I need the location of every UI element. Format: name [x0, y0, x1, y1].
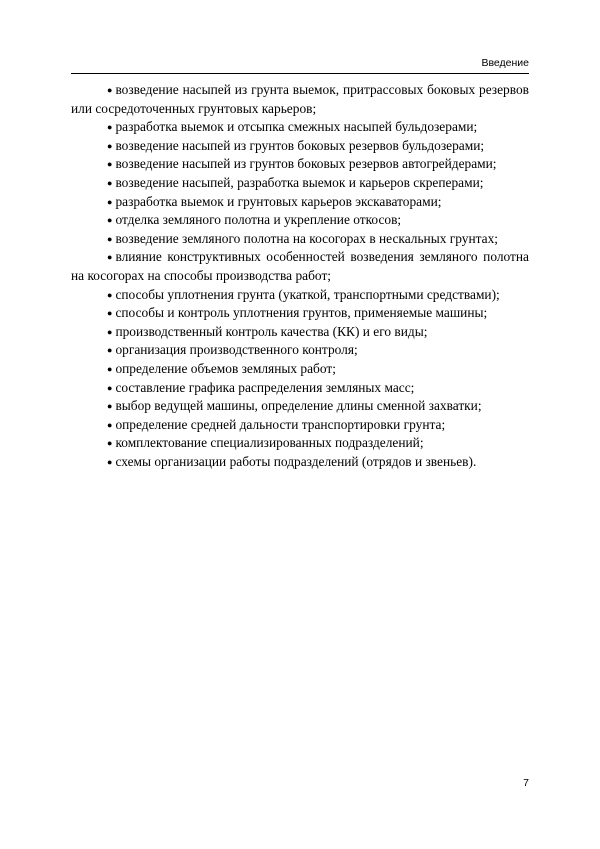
list-item-text: составление графика распределения земляных масс; [115, 379, 415, 395]
list-item-text: определение средней дальности транспортировки грунта; [115, 416, 446, 432]
list-item-text: отделка земляного полотна и укрепление откосов; [115, 212, 402, 228]
list-item-text: комплектование специализированных подразделений; [115, 435, 424, 451]
list-item-text: схемы организации работы подразделений (отрядов и звеньев). [115, 453, 477, 469]
list-item [71, 137, 529, 156]
list-item [71, 81, 529, 118]
list-item-text: определение объемов земляных работ; [115, 360, 336, 376]
list-item-text: способы и контроль уплотнения грунтов, применяемые машины; [115, 305, 488, 321]
bullet-icon: ● [107, 215, 113, 226]
bullet-icon: ● [107, 401, 113, 412]
bullet-icon: ● [107, 438, 113, 449]
list-item [71, 193, 529, 212]
list-item [71, 248, 529, 285]
list-item-text: производственный контроль качества (КК) и его виды; [115, 323, 428, 339]
bullet-icon: ● [107, 140, 113, 151]
list-item [71, 155, 529, 174]
list-item [71, 360, 529, 379]
bullet-icon: ● [107, 326, 113, 337]
list-item-text: возведение насыпей из грунта выемок, притрассовых боковых резервов или сосредоточенных грунтовых карьеров; [71, 82, 529, 116]
bullet-icon: ● [107, 85, 113, 95]
list-item [71, 323, 529, 342]
list-item [71, 341, 529, 360]
list-item [71, 397, 529, 416]
list-item [71, 174, 529, 193]
bullet-icon: ● [107, 456, 113, 467]
bullet-icon: ● [107, 196, 113, 207]
running-head: Введение [481, 57, 529, 69]
list-item [71, 416, 529, 435]
list-item-text: возведение земляного полотна на косогорах в нескальных грунтах; [115, 230, 498, 246]
list-item-text: влияние конструктивных особенностей возведения земляного полотна на косогорах на способы производства работ; [71, 249, 529, 283]
list-item-text: способы уплотнения грунта (укаткой, транспортными средствами); [115, 286, 500, 302]
list-item [71, 118, 529, 137]
list-item [71, 434, 529, 453]
list-item-text: организация производственного контроля; [115, 342, 358, 358]
list-item [71, 379, 529, 398]
bullet-icon: ● [107, 345, 113, 356]
bullet-icon: ● [107, 122, 113, 133]
page-number: 7 [523, 777, 529, 789]
bullet-icon: ● [107, 252, 113, 263]
list-item [71, 304, 529, 323]
header-divider [71, 73, 529, 74]
list-item-text: разработка выемок и грунтовых карьеров экскаваторами; [115, 193, 442, 209]
bullet-icon: ● [107, 382, 113, 393]
list-item-text: возведение насыпей из грунтов боковых резервов бульдозерами; [115, 137, 485, 153]
bullet-icon: ● [107, 363, 113, 374]
bullet-icon: ● [107, 289, 113, 300]
bullet-icon: ● [107, 159, 113, 170]
bullet-icon: ● [107, 308, 113, 319]
list-item-text: возведение насыпей из грунтов боковых резервов автогрейдерами; [115, 156, 497, 172]
list-item-text: выбор ведущей машины, определение длины сменной захватки; [115, 398, 482, 414]
list-item [71, 453, 529, 472]
bullet-icon: ● [107, 419, 113, 430]
list-item [71, 211, 529, 230]
bullet-icon: ● [107, 233, 113, 244]
list-item [71, 230, 529, 249]
list-item-text: возведение насыпей, разработка выемок и карьеров скреперами; [115, 174, 484, 190]
list-item-text: разработка выемок и отсыпка смежных насыпей бульдозерами; [115, 119, 478, 135]
list-item [71, 286, 529, 305]
bullet-list [71, 81, 529, 471]
bullet-icon: ● [107, 177, 113, 188]
